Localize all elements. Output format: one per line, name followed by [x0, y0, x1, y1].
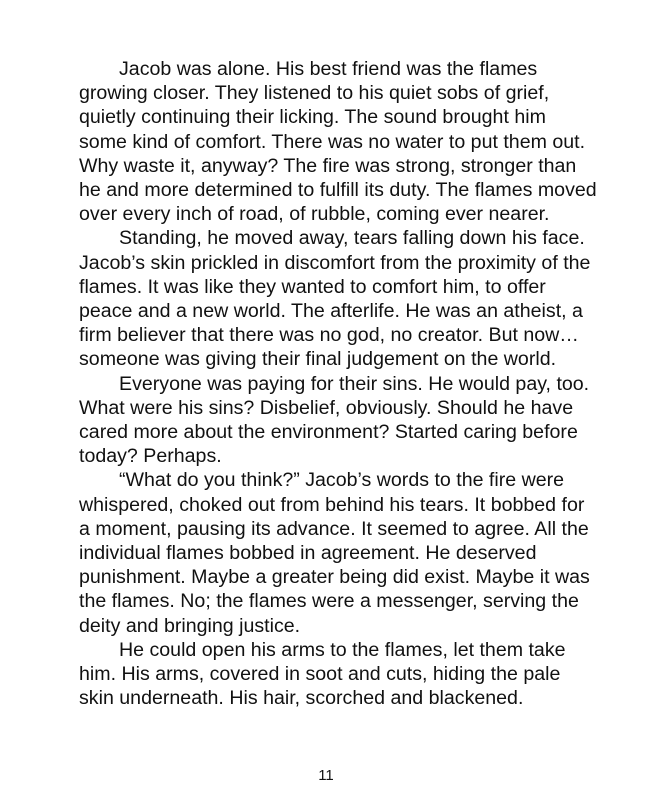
paragraph-1: Jacob was alone. His best friend was the flames growing closer. They listened to his quiet sobs of grief, quietly continuing their licking. The sound brought him some kind of comfort. There was no water to put them out. Why waste it, anyway? The fire was strong, stronger than he and more determined to fulfill its duty. The flames moved over every inch of road, of rubble, coming ever nearer. — [79, 58, 597, 226]
page-number: 11 — [318, 767, 334, 784]
paragraph-2: Standing, he moved away, tears falling down his face. Jacob’s skin prickled in discomfort from the proximity of the flames. It was like they wanted to comfort him, to offer peace and a new world. The afterlife. He was an atheist, a firm believer that there was no god, no creator. But now… someone was giving their final judgement on the world. — [79, 227, 591, 371]
body-text — [79, 57, 599, 710]
paragraph-3: Everyone was paying for their sins. He would pay, too. What were his sins? Disbelief, obviously. Should he have cared more about the environment? Started caring before today? Perhaps. — [79, 372, 590, 468]
paragraph-4: “What do you think?” Jacob’s words to the fire were whispered, choked out from behind his tears. It bobbed for a moment, pausing its advance. It seemed to agree. All the individual flames bobbed in agreement. He deserved punishment. Maybe a greater being did exist. Maybe it was the flames. No; the flames were a messenger, serving the deity and bringing justice. — [79, 469, 590, 637]
paragraph-5: He could open his arms to the flames, let them take him. His arms, covered in soot and cuts, hiding the pale skin underneath. His hair, scorched and blackened. — [79, 638, 566, 710]
